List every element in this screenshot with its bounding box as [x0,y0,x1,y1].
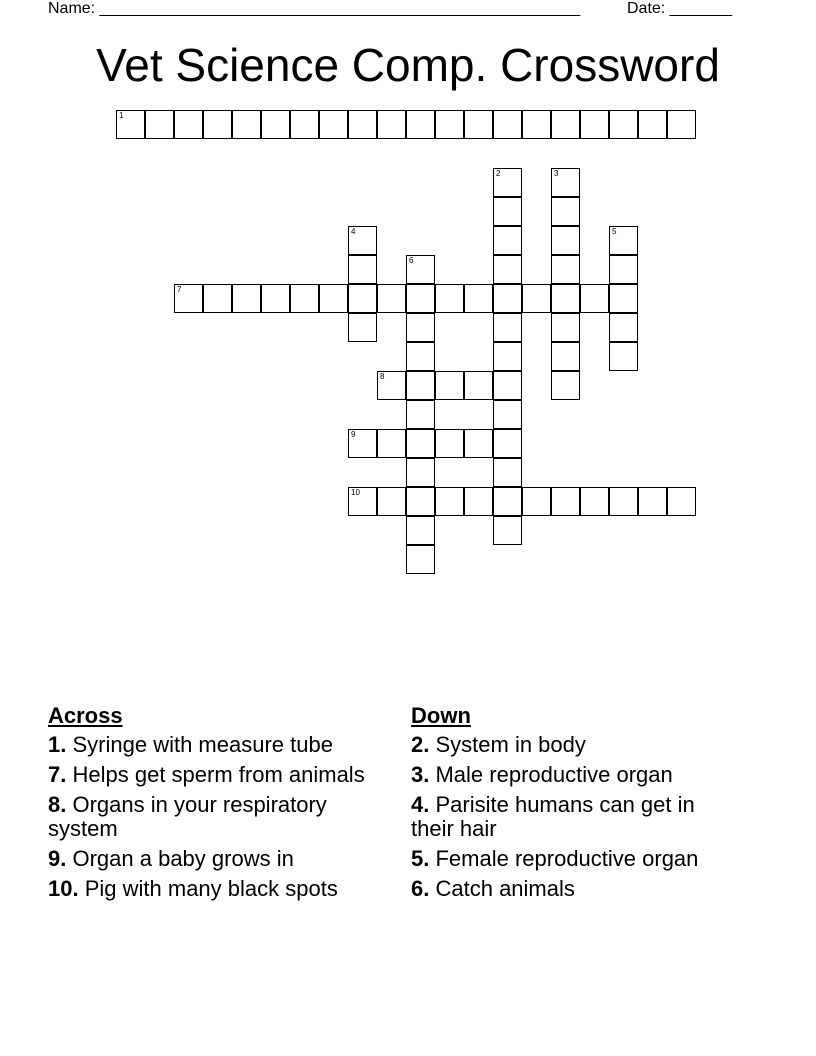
grid-cell[interactable] [609,284,638,313]
grid-cell[interactable] [638,110,667,139]
grid-cell[interactable] [261,110,290,139]
cell-number: 7 [177,285,182,294]
grid-cell[interactable] [580,110,609,139]
clue-number: 4. [411,792,430,817]
grid-cell[interactable] [551,342,580,371]
grid-cell[interactable] [551,110,580,139]
grid-cell[interactable] [493,168,522,197]
grid-cell[interactable] [290,284,319,313]
grid-cell[interactable] [522,284,551,313]
cell-number: 9 [351,430,356,439]
cell-number: 2 [496,169,501,178]
clue-number: 1. [48,732,67,757]
across-clue [48,733,393,757]
grid-cell[interactable] [203,110,232,139]
across-heading: Across [48,703,123,728]
grid-cell[interactable] [667,487,696,516]
cell-number: 4 [351,227,356,236]
clue-text: Parisite humans can get in their hair [411,792,695,841]
grid-cell[interactable] [609,342,638,371]
grid-cell[interactable] [493,458,522,487]
grid-cell[interactable] [348,110,377,139]
grid-cell[interactable] [116,110,145,139]
grid-cell[interactable] [348,313,377,342]
grid-cell[interactable] [551,284,580,313]
grid-cell[interactable] [435,487,464,516]
grid-cell[interactable] [522,110,551,139]
down-clue [411,763,731,787]
clue-number: 6. [411,876,430,901]
grid-cell[interactable] [319,284,348,313]
grid-cell[interactable] [174,284,203,313]
cell-number: 6 [409,256,414,265]
grid-cell[interactable] [348,429,377,458]
grid-cell[interactable] [290,110,319,139]
grid-cell[interactable] [493,342,522,371]
grid-cell[interactable] [580,284,609,313]
grid-cell[interactable] [406,313,435,342]
clue-text: Catch animals [435,876,575,901]
clue-text: Female reproductive organ [435,846,699,871]
down-clue [411,877,731,901]
cell-number: 1 [119,111,124,120]
grid-cell[interactable] [377,429,406,458]
across-clue [48,877,393,901]
grid-cell[interactable] [551,255,580,284]
grid-cell[interactable] [551,487,580,516]
grid-cell[interactable] [377,371,406,400]
grid-cell[interactable] [493,226,522,255]
grid-cell[interactable] [493,313,522,342]
grid-cell[interactable] [377,284,406,313]
grid-cell[interactable] [406,371,435,400]
cell-number: 5 [612,227,617,236]
cell-number: 8 [380,372,385,381]
grid-cell[interactable] [609,313,638,342]
grid-cell[interactable] [435,371,464,400]
down-clue [411,847,731,871]
grid-cell[interactable] [493,487,522,516]
grid-cell[interactable] [406,429,435,458]
grid-cell[interactable] [464,110,493,139]
cell-number: 3 [554,169,559,178]
grid-cell[interactable] [406,342,435,371]
grid-cell[interactable] [406,545,435,574]
grid-cell[interactable] [551,226,580,255]
clue-number: 8. [48,792,67,817]
grid-cell[interactable] [493,110,522,139]
grid-cell[interactable] [493,516,522,545]
grid-cell[interactable] [406,110,435,139]
grid-cell[interactable] [667,110,696,139]
clue-number: 10. [48,876,79,901]
grid-cell[interactable] [348,255,377,284]
grid-cell[interactable] [348,226,377,255]
grid-cell[interactable] [493,429,522,458]
clue-text: System in body [435,732,586,757]
grid-cell[interactable] [406,400,435,429]
grid-cell[interactable] [464,284,493,313]
grid-cell[interactable] [493,197,522,226]
grid-cell[interactable] [493,400,522,429]
grid-cell[interactable] [522,487,551,516]
grid-cell[interactable] [609,226,638,255]
across-clue [48,763,393,787]
grid-cell[interactable] [348,487,377,516]
clue-number: 2. [411,732,430,757]
cell-number: 10 [351,488,360,497]
across-clue [48,793,393,841]
grid-cell[interactable] [377,110,406,139]
grid-cell[interactable] [638,487,667,516]
grid-cell[interactable] [232,284,261,313]
date-field-label: Date: _______ [627,0,732,17]
clue-text: Syringe with measure tube [72,732,333,757]
grid-cell[interactable] [464,487,493,516]
clue-text: Organ a baby grows in [72,846,294,871]
grid-cell[interactable] [435,110,464,139]
grid-cell[interactable] [493,371,522,400]
clue-text: Helps get sperm from animals [72,762,365,787]
grid-cell[interactable] [580,487,609,516]
grid-cell[interactable] [232,110,261,139]
grid-cell[interactable] [406,487,435,516]
grid-cell[interactable] [493,284,522,313]
grid-cell[interactable] [174,110,203,139]
clue-number: 5. [411,846,430,871]
grid-cell[interactable] [406,458,435,487]
grid-cell[interactable] [406,255,435,284]
clue-number: 7. [48,762,67,787]
grid-cell[interactable] [609,487,638,516]
grid-cell[interactable] [261,284,290,313]
clue-text: Male reproductive organ [435,762,673,787]
across-clue [48,847,393,871]
grid-cell[interactable] [435,429,464,458]
clue-number: 9. [48,846,67,871]
grid-cell[interactable] [406,284,435,313]
across-clues [48,703,393,907]
grid-cell[interactable] [406,516,435,545]
grid-cell[interactable] [551,371,580,400]
grid-cell[interactable] [348,284,377,313]
page-title: Vet Science Comp. Crossword [96,39,720,91]
grid-cell[interactable] [609,110,638,139]
clue-number: 3. [411,762,430,787]
grid-cell[interactable] [435,284,464,313]
grid-cell[interactable] [551,313,580,342]
grid-cell[interactable] [464,371,493,400]
grid-cell[interactable] [145,110,174,139]
down-clues [411,703,731,907]
grid-cell[interactable] [319,110,348,139]
grid-cell[interactable] [551,168,580,197]
grid-cell[interactable] [203,284,232,313]
grid-cell[interactable] [377,487,406,516]
grid-cell[interactable] [609,255,638,284]
down-clue [411,733,731,757]
clue-text: Pig with many black spots [84,876,338,901]
grid-cell[interactable] [493,255,522,284]
clue-text: Organs in your respiratory system [48,792,327,841]
grid-cell[interactable] [551,197,580,226]
down-clue [411,793,731,841]
grid-cell[interactable] [464,429,493,458]
name-field-label: Name: ______________________________________________________ [48,0,581,17]
down-heading: Down [411,703,471,728]
